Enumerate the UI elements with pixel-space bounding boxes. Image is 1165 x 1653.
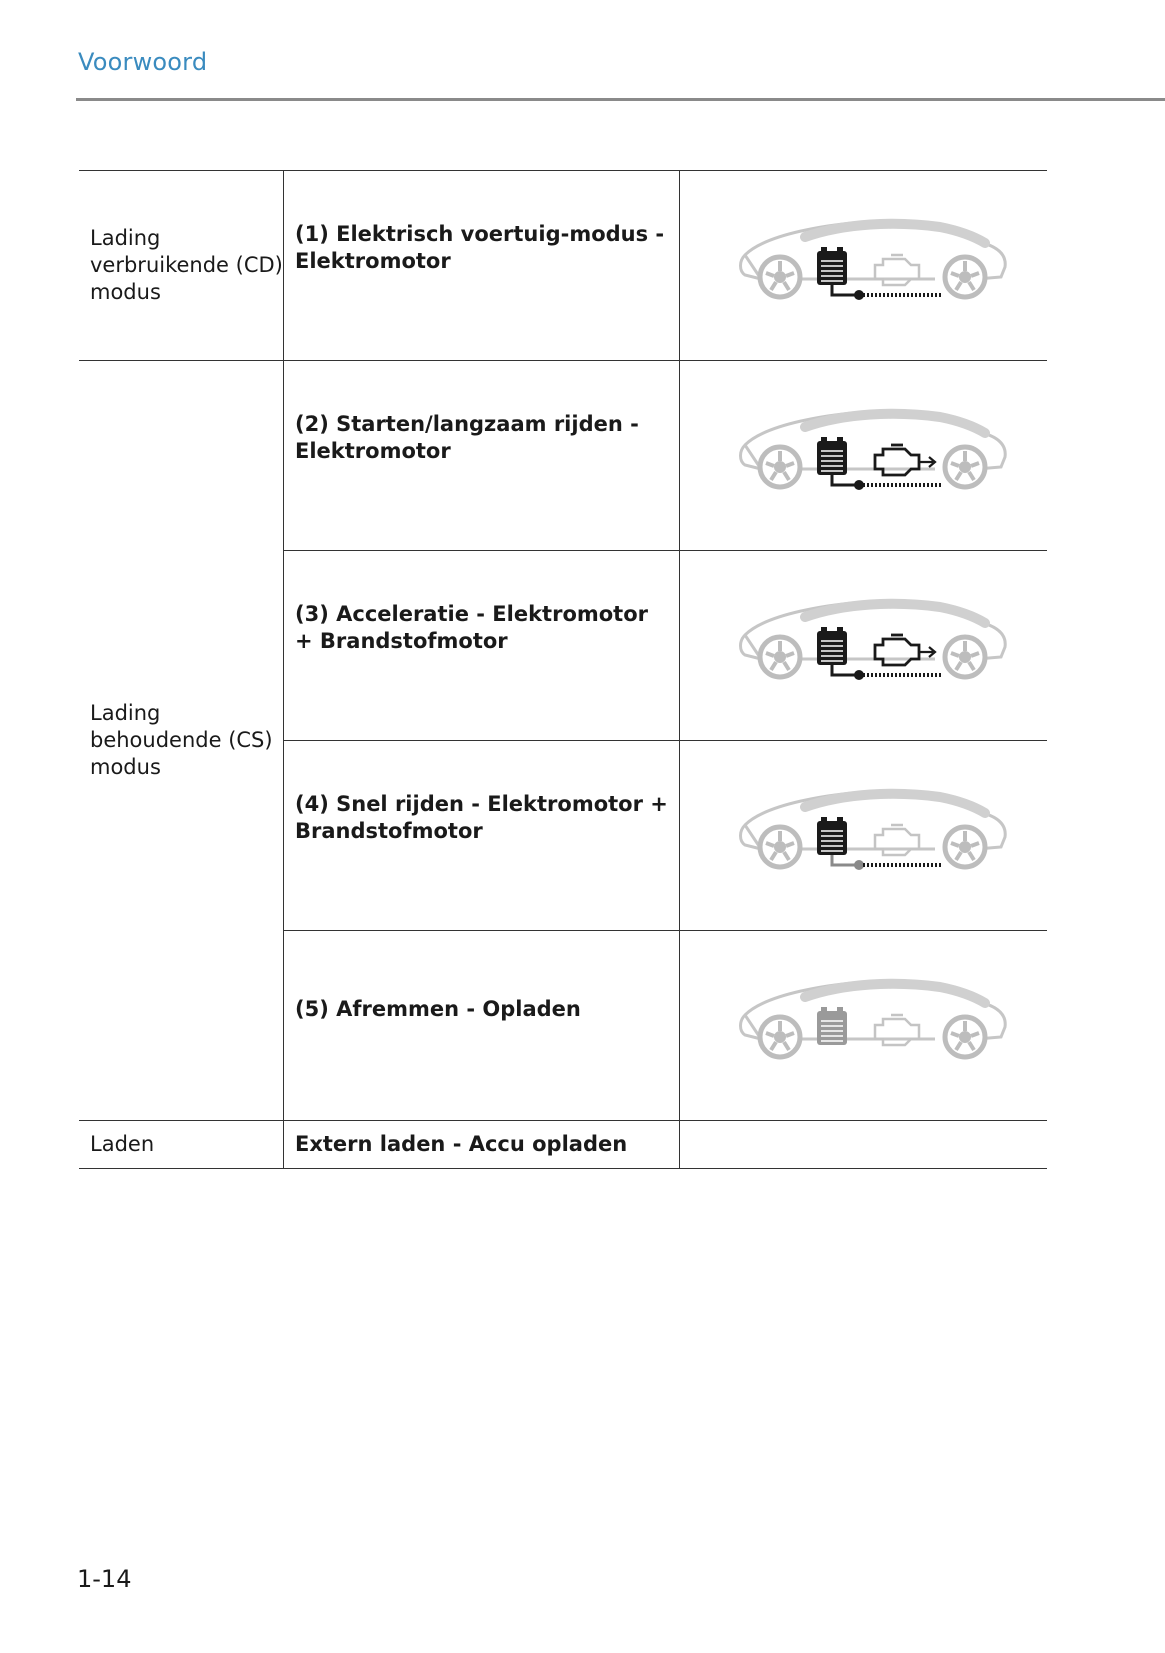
description-cell: [284, 551, 680, 741]
illustration-cell: [680, 171, 1048, 361]
driving-modes-table: [79, 170, 1047, 1169]
table-row: [79, 1121, 1047, 1169]
illustration-cell: [680, 551, 1048, 741]
description-text: (5) Afremmen - Opladen: [295, 996, 581, 1021]
illustration-cell: [680, 741, 1048, 931]
description-cell: [284, 361, 680, 551]
illustration-cell: [680, 1121, 1048, 1169]
page-section-title: Voorwoord: [78, 48, 208, 76]
description-text: (1) Elektrisch voertuig-modus - Elektromotor: [295, 221, 665, 273]
car-acceleration-icon: [735, 595, 1015, 685]
car-start-slow-icon: [735, 405, 1015, 495]
car-electric-drive-icon: [735, 215, 1015, 305]
description-cell: [284, 171, 680, 361]
description-cell: Extern laden - Accu opladen: [284, 1121, 680, 1169]
car-braking-regen-icon: [735, 975, 1015, 1065]
table-row: [79, 171, 1047, 361]
illustration-cell: [680, 361, 1048, 551]
illustration-cell: [680, 931, 1048, 1121]
mode-cell: Lading behoudende (CS) modus: [79, 361, 284, 1121]
car-fast-driving-icon: [735, 785, 1015, 875]
description-text: (3) Acceleratie - Elektromotor + Brandstofmotor: [295, 601, 649, 653]
description-text: (2) Starten/langzaam rijden - Elektromotor: [295, 411, 639, 463]
header-divider: [76, 98, 1165, 101]
mode-cell: Laden: [79, 1121, 284, 1169]
table-row: [79, 361, 1047, 551]
description-cell: [284, 741, 680, 931]
description-cell: [284, 931, 680, 1121]
description-text: (4) Snel rijden - Elektromotor + Brandstofmotor: [295, 791, 668, 843]
page-number: 1-14: [77, 1565, 132, 1593]
mode-cell: Lading verbruikende (CD) modus: [79, 171, 284, 361]
